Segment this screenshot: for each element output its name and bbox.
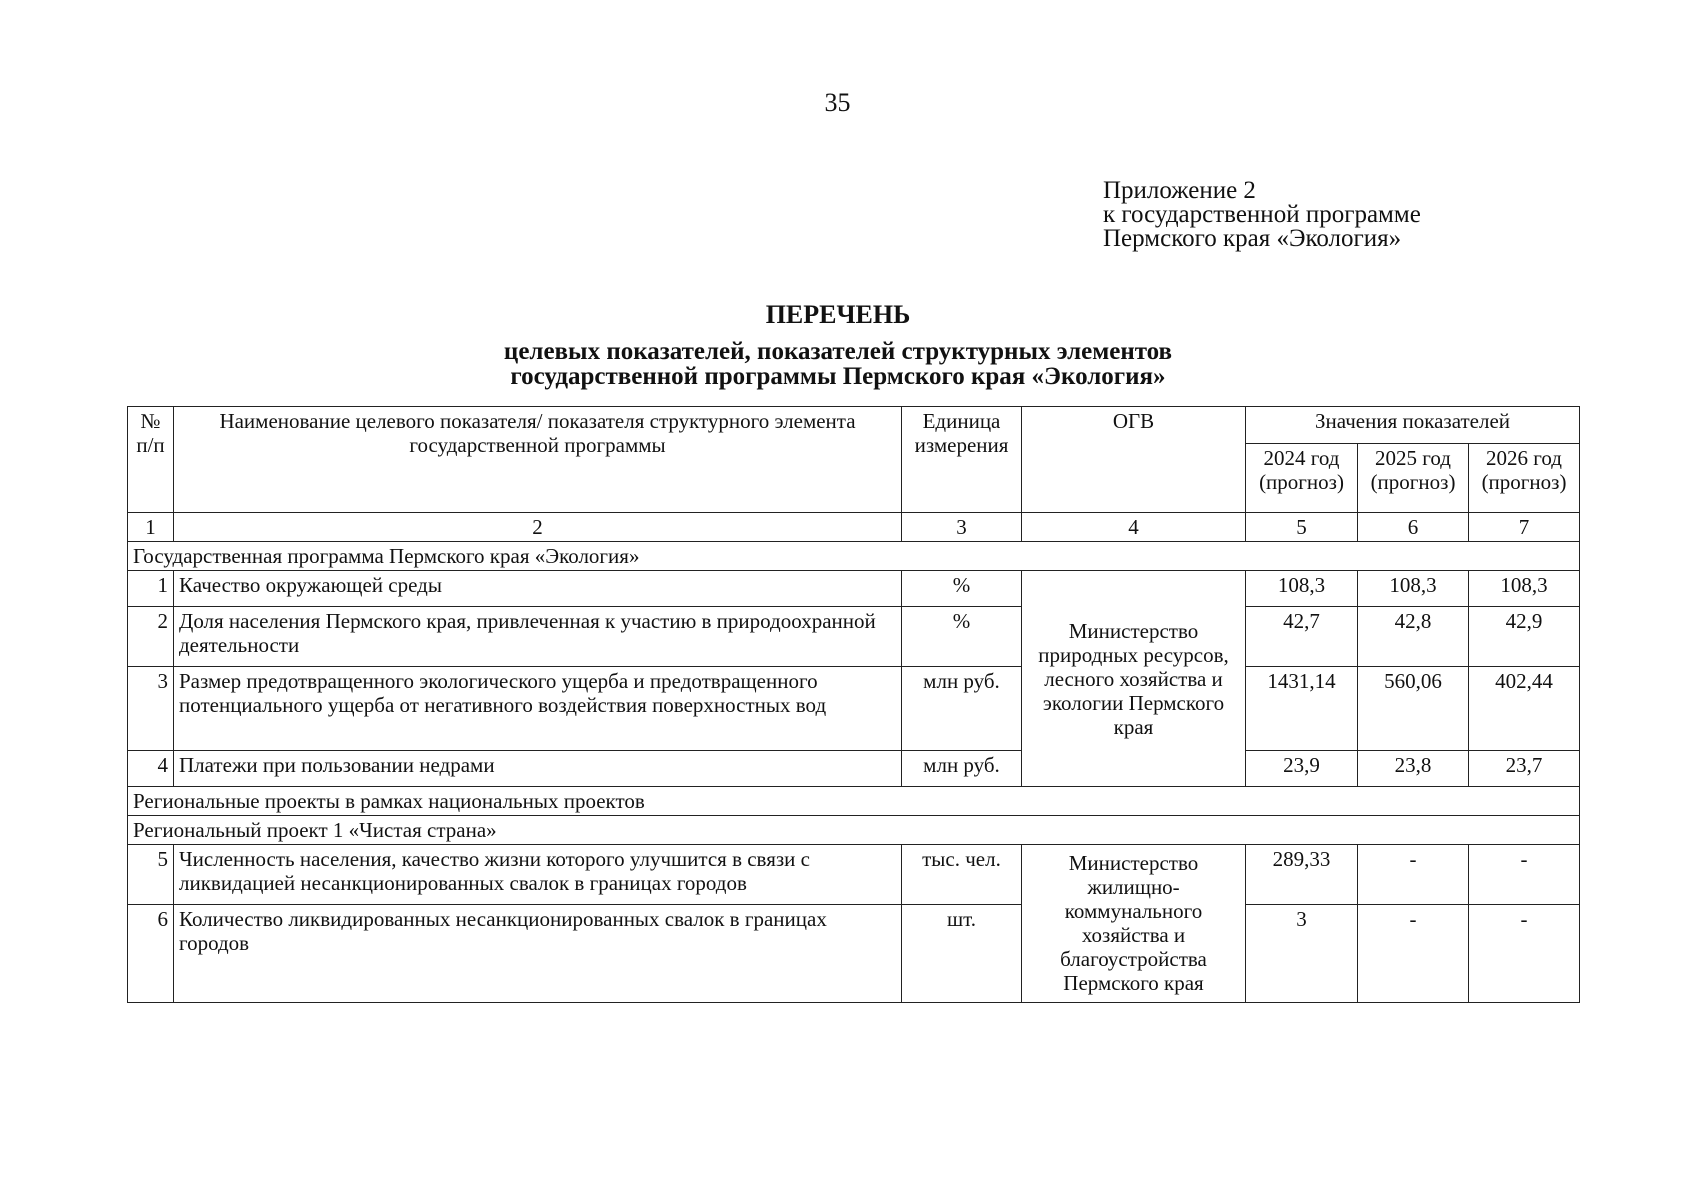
header-ogv: ОГВ [1022,407,1246,513]
row-name: Доля населения Пермского края, привлеченная к участию в природоохранной деятельности [174,607,902,667]
row-name: Качество окружающей среды [174,571,902,607]
appendix-line-1: Приложение 2 [1103,177,1256,204]
column-number-row [128,513,1580,542]
page-number: 35 [824,88,851,117]
row-unit: шт. [902,905,1022,1003]
column-number: 4 [1022,513,1246,542]
row-2024: 108,3 [1246,571,1358,607]
row-2025: - [1358,845,1469,905]
column-number: 7 [1469,513,1580,542]
section-title: Региональные проекты в рамках национальных проектов [128,787,1580,816]
table-row [128,845,1580,905]
row-2025: 108,3 [1358,571,1469,607]
subsection-title: Региональный проект 1 «Чистая страна» [128,816,1580,845]
row-2024: 23,9 [1246,751,1358,787]
document-subtitle [0,339,1676,389]
section-title: Государственная программа Пермского края «Экология» [128,542,1580,571]
subsection-row [128,816,1580,845]
header-2024: 2024 год (прогноз) [1246,444,1358,513]
row-unit: млн руб. [902,667,1022,751]
row-ogv: Министерство природных ресурсов, лесного хозяйства и экологии Пермского края [1022,571,1246,787]
column-number: 1 [128,513,174,542]
row-num: 1 [128,571,174,607]
row-2026: 23,7 [1469,751,1580,787]
row-num: 3 [128,667,174,751]
appendix-note [1103,179,1421,251]
header-2025: 2025 год (прогноз) [1358,444,1469,513]
document-title: ПЕРЕЧЕНЬ [765,300,911,329]
row-2024: 42,7 [1246,607,1358,667]
row-unit: тыс. чел. [902,845,1022,905]
row-num: 5 [128,845,174,905]
table-row [128,905,1580,1003]
row-2026: 108,3 [1469,571,1580,607]
header-num: № п/п [128,407,174,513]
row-name: Количество ликвидированных несанкционированных свалок в границах городов [174,905,902,1003]
row-2025: 42,8 [1358,607,1469,667]
column-number: 6 [1358,513,1469,542]
row-2024: 1431,14 [1246,667,1358,751]
header-row [128,407,1580,444]
header-unit: Единица измерения [902,407,1022,513]
header-2026: 2026 год (прогноз) [1469,444,1580,513]
row-2026: - [1469,905,1580,1003]
row-unit: % [902,607,1022,667]
row-2026: 42,9 [1469,607,1580,667]
row-name: Платежи при пользовании недрами [174,751,902,787]
table-row [128,607,1580,667]
row-2026: 402,44 [1469,667,1580,751]
column-number: 5 [1246,513,1358,542]
table-row [128,667,1580,751]
indicators-table [127,406,1580,1003]
row-num: 4 [128,751,174,787]
section-row [128,787,1580,816]
column-number: 3 [902,513,1022,542]
subtitle-line-2: государственной программы Пермского края «Экология» [510,363,1166,390]
row-name: Численность населения, качество жизни которого улучшится в связи с ликвидацией несанкционированных свалок в границах городов [174,845,902,905]
row-ogv: Министерство жилищно-коммунального хозяйства и благоустройства Пермского края [1022,845,1246,1003]
row-2026: - [1469,845,1580,905]
column-number: 2 [174,513,902,542]
table-row [128,751,1580,787]
section-row [128,542,1580,571]
row-2024: 3 [1246,905,1358,1003]
row-unit: % [902,571,1022,607]
header-values-group: Значения показателей [1246,407,1580,444]
appendix-line-3: Пермского края «Экология» [1103,225,1402,252]
row-name: Размер предотвращенного экологического ущерба и предотвращенного потенциального ущерба от негативного воздействия поверхностных вод [174,667,902,751]
row-num: 6 [128,905,174,1003]
row-2024: 289,33 [1246,845,1358,905]
table-row [128,571,1580,607]
subtitle-line-1: целевых показателей, показателей структурных элементов [503,338,1173,365]
row-2025: - [1358,905,1469,1003]
header-name: Наименование целевого показателя/ показателя структурного элемента государственной программы [174,407,902,513]
row-2025: 560,06 [1358,667,1469,751]
appendix-line-2: к государственной программе [1103,201,1421,228]
row-unit: млн руб. [902,751,1022,787]
row-num: 2 [128,607,174,667]
row-2025: 23,8 [1358,751,1469,787]
